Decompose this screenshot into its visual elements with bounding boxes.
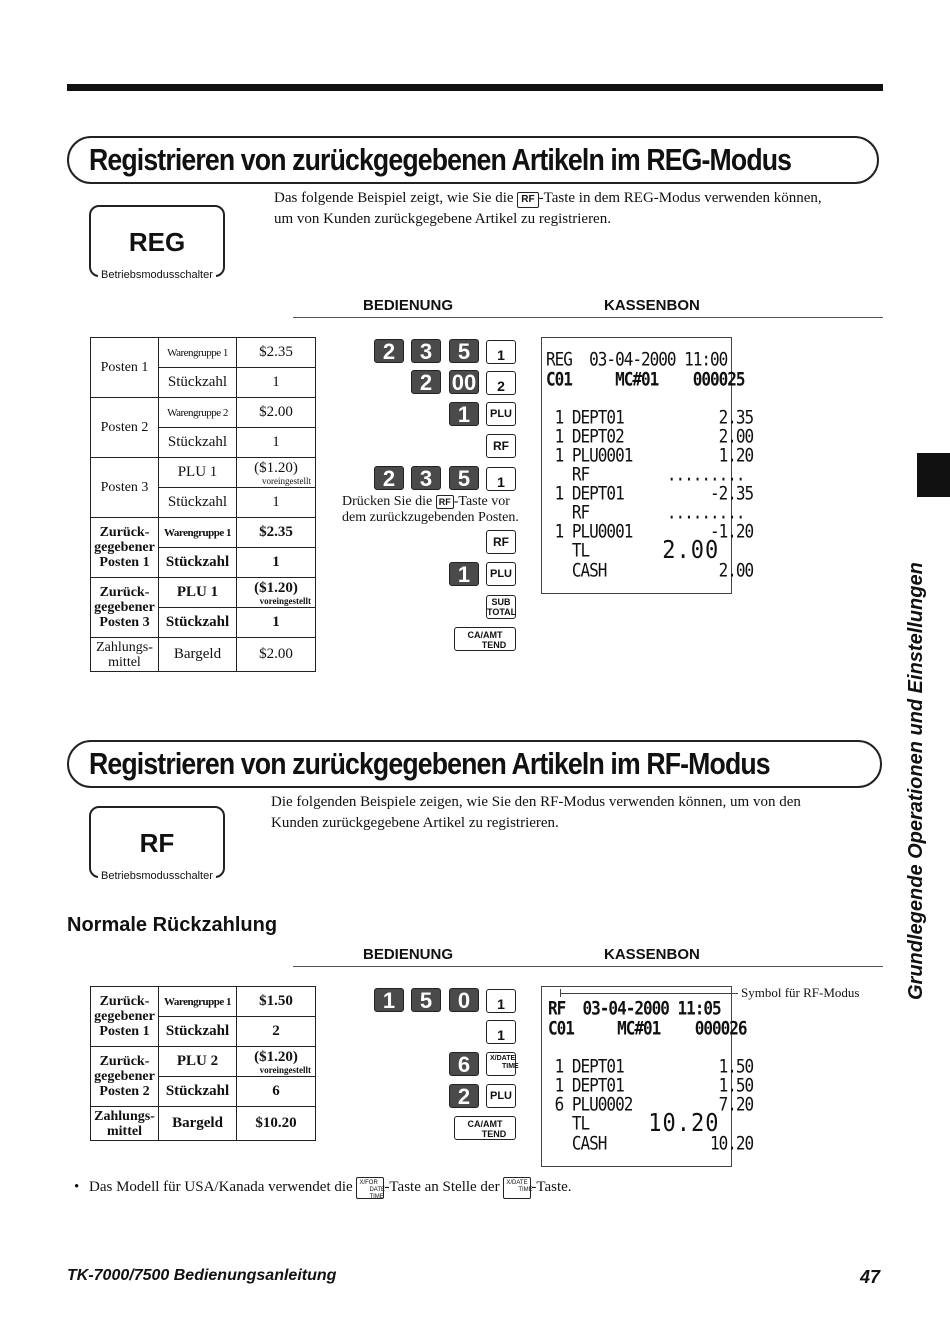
key-plu[interactable]: PLU <box>486 1084 516 1108</box>
label-line: Zurück- <box>99 585 150 600</box>
label-line: mittel <box>107 1123 142 1139</box>
mode-switch-rf <box>89 806 225 878</box>
posten-label: Posten 1 <box>91 338 159 398</box>
key-line: CA <box>467 1119 481 1129</box>
column-header-bedienung: BEDIENUNG <box>363 946 454 963</box>
receipt-total: 10.20 <box>634 1109 720 1138</box>
bullet-text: Das Modell für USA/Kanada verwendet die <box>89 1179 353 1195</box>
item-label: PLU 1 <box>159 458 237 488</box>
item-label: Stückzahl <box>159 608 237 638</box>
item-value: $2.35 <box>237 338 316 368</box>
key-ca-amt-tend[interactable]: CA/AMT TEND <box>454 627 516 651</box>
item-label: Stückzahl <box>159 1017 237 1047</box>
label-line: gegebener <box>94 1069 155 1084</box>
intro-reg <box>274 188 874 230</box>
callout-line <box>560 993 738 994</box>
receipt-line: 1 DEPT01 1.50 <box>546 1055 754 1077</box>
item-value-text: ($1.20) <box>254 580 298 596</box>
receipt-line: 1 DEPT01 -2.35 <box>546 482 754 504</box>
receipt-line: REG 03-04-2000 11:00 <box>546 348 728 370</box>
payment-label <box>91 638 159 672</box>
receipt-line: C01 MC#01 000026 <box>548 1017 747 1039</box>
note-text: Drücken Sie die <box>342 494 433 509</box>
intro-rf <box>271 792 871 834</box>
item-value: $2.00 <box>237 398 316 428</box>
mode-switch-reg <box>89 205 225 277</box>
bullet-note <box>74 1175 572 1199</box>
key-1[interactable]: 1 <box>449 402 479 426</box>
item-value <box>237 578 316 608</box>
receipt-total: 2.00 <box>648 536 720 565</box>
receipt-line: RF 03-04-2000 11:05 <box>548 997 721 1019</box>
item-label: Stückzahl <box>159 488 237 518</box>
key-line: TIME <box>502 1063 519 1070</box>
item-value: 1 <box>237 488 316 518</box>
item-value <box>237 1047 316 1077</box>
table-row <box>91 518 316 548</box>
chapter-side-label: Grundlegende Operationen und Einstellungen <box>905 562 927 1000</box>
chapter-tab <box>917 453 950 497</box>
receipt-line: RF ......... <box>546 463 745 485</box>
returned-posten-label <box>91 578 159 638</box>
key-2[interactable]: 2 <box>374 466 404 490</box>
mode-switch-caption: Betriebsmodusschalter <box>98 269 216 281</box>
item-value-text: ($1.20) <box>254 460 298 476</box>
label-line: Zurück- <box>99 1054 150 1069</box>
label-line: Zurück- <box>99 994 150 1009</box>
intro-text: Das folgende Beispiel zeigt, wie Sie die <box>274 190 514 206</box>
header-rule <box>293 317 883 318</box>
section-title-text: Registrieren von zurückgegebenen Artikeln im REG-Modus <box>89 142 792 177</box>
reg-items-table <box>90 337 316 672</box>
key-line: DATE <box>369 1186 385 1193</box>
key-line: CA <box>467 630 481 640</box>
item-label: Warengruppe 1 <box>159 518 237 548</box>
key-00[interactable]: 00 <box>449 370 479 394</box>
key-5[interactable]: 5 <box>449 466 479 490</box>
receipt-reg <box>541 337 754 594</box>
rf-key-note <box>342 494 532 526</box>
receipt-line: 6 PLU0002 7.20 <box>546 1093 754 1115</box>
rf-symbol-callout: Symbol für RF-Modus <box>741 985 860 1000</box>
receipt-line: 1 PLU0001 -1.20 <box>546 520 754 542</box>
receipt-line: 1 DEPT01 2.35 <box>546 406 754 428</box>
key-dept-1[interactable]: 1 <box>486 989 516 1013</box>
mode-label: RF <box>139 828 175 858</box>
key-dept-1[interactable]: 1 <box>486 467 516 491</box>
rf-key-inline: RF <box>517 192 538 208</box>
key-line: TIME <box>518 1186 533 1193</box>
rf-key-inline: RF <box>436 495 454 509</box>
section-title-reg <box>67 136 879 184</box>
item-value: 1 <box>237 548 316 578</box>
receipt-rf <box>541 986 754 1167</box>
item-value: 1 <box>237 368 316 398</box>
intro-text: Die folgenden Beispiele zeigen, wie Sie den RF-Modus verwenden können, um von den <box>271 794 801 810</box>
key-0[interactable]: 0 <box>449 988 479 1012</box>
key-5[interactable]: 5 <box>411 988 441 1012</box>
receipt-line: TL <box>546 1112 590 1134</box>
item-value: 2 <box>237 1017 316 1047</box>
key-1[interactable]: 1 <box>374 988 404 1012</box>
receipt-line: 1 DEPT01 1.50 <box>546 1074 754 1096</box>
table-row <box>91 398 316 428</box>
table-row <box>91 458 316 488</box>
rf-items-table <box>90 986 316 1141</box>
key-line: X/FOR <box>359 1179 378 1186</box>
header-rule <box>293 966 883 967</box>
item-label: Stückzahl <box>159 548 237 578</box>
bullet-icon: • <box>74 1179 80 1195</box>
posten-label: Posten 2 <box>91 398 159 458</box>
item-value: 1 <box>237 608 316 638</box>
footer-manual-title: TK-7000/7500 Bedienungsanleitung <box>67 1267 337 1284</box>
key-1[interactable]: 1 <box>449 562 479 586</box>
key-subtotal[interactable] <box>486 595 516 619</box>
item-label: Stückzahl <box>159 368 237 398</box>
table-row <box>91 578 316 608</box>
receipt-line: C01 MC#01 000025 <box>546 368 745 390</box>
column-header-bedienung: BEDIENUNG <box>363 297 454 314</box>
label-line: Posten 1 <box>99 1024 150 1039</box>
key-line: SUB <box>491 597 511 607</box>
callout-tick <box>560 989 561 997</box>
top-rule <box>67 84 883 91</box>
receipt-line: CASH 10.20 <box>546 1132 754 1154</box>
receipt-line: RF ......... <box>546 501 745 523</box>
label-line: gegebener <box>94 600 155 615</box>
note-text: -Taste vor <box>453 494 510 509</box>
table-row <box>91 987 316 1017</box>
key-6[interactable]: 6 <box>449 1052 479 1076</box>
item-value: 6 <box>237 1077 316 1107</box>
key-dept-1[interactable]: 1 <box>486 1020 516 1044</box>
key-dept-2[interactable]: 2 <box>486 371 516 395</box>
item-label: Bargeld <box>159 638 237 672</box>
item-value-text: ($1.20) <box>254 1049 298 1065</box>
item-value: $10.20 <box>237 1107 316 1141</box>
mode-switch-caption: Betriebsmodusschalter <box>98 870 216 882</box>
intro-text: Kunden zurückgegebene Artikel zu registrieren. <box>271 815 559 831</box>
key-rf[interactable]: RF <box>486 434 516 458</box>
intro-text: um von Kunden zurückgegebene Artikel zu registrieren. <box>274 211 611 227</box>
receipt-line: TL <box>546 539 590 561</box>
key-2[interactable]: 2 <box>411 370 441 394</box>
receipt-line: 1 PLU0001 1.20 <box>546 444 754 466</box>
item-value: $2.00 <box>237 638 316 672</box>
item-value <box>237 458 316 488</box>
key-line: TOTAL <box>487 607 517 617</box>
item-label: Bargeld <box>159 1107 237 1141</box>
item-value: 1 <box>237 428 316 458</box>
posten-label: Posten 3 <box>91 458 159 518</box>
section-title-text: Registrieren von zurückgegebenen Artikeln im RF-Modus <box>89 746 770 781</box>
key-dept-1[interactable]: 1 <box>486 340 516 364</box>
item-value: $1.50 <box>237 987 316 1017</box>
key-ca-amt-tend[interactable]: CA/AMT TEND <box>454 1116 516 1140</box>
key-line: X <box>490 1055 495 1062</box>
receipt-line: CASH 2.00 <box>546 559 754 581</box>
label-line: gegebener <box>94 1009 155 1024</box>
label-line: Zahlungs- <box>96 639 153 655</box>
item-value: $2.35 <box>237 518 316 548</box>
preset-note: voreingestellt <box>259 1065 311 1075</box>
section-title-rf <box>67 740 882 788</box>
label-line: gegebener <box>94 540 155 555</box>
item-label: Warengruppe 1 <box>159 987 237 1017</box>
key-line: TEND <box>481 640 507 650</box>
key-multiply-date-time-inline: X/DATE TIME <box>503 1177 531 1199</box>
preset-note: voreingestellt <box>259 596 311 606</box>
table-row <box>91 638 316 672</box>
key-3[interactable]: 3 <box>411 339 441 363</box>
label-line: Zurück- <box>99 525 150 540</box>
key-plu[interactable]: PLU <box>486 402 516 426</box>
key-2[interactable]: 2 <box>449 1084 479 1108</box>
table-row <box>91 1107 316 1141</box>
item-label: Warengruppe 1 <box>159 338 237 368</box>
intro-text: -Taste in dem REG-Modus verwenden können, <box>538 190 822 206</box>
key-line: AMT <box>483 1119 503 1129</box>
item-label: Warengruppe 2 <box>159 398 237 428</box>
key-multiply-date-time[interactable]: X/DATE TIME <box>486 1052 516 1076</box>
receipt-line: 1 DEPT02 2.00 <box>546 425 754 447</box>
subheading: Normale Rückzahlung <box>67 914 278 936</box>
returned-posten-label <box>91 518 159 578</box>
item-label: Stückzahl <box>159 1077 237 1107</box>
key-plu[interactable]: PLU <box>486 562 516 586</box>
label-line: Posten 2 <box>99 1084 150 1099</box>
key-rf[interactable]: RF <box>486 530 516 554</box>
label-line: Posten 1 <box>99 555 150 570</box>
key-multiply-for-date-time-inline <box>356 1177 384 1199</box>
label-line: Posten 3 <box>99 615 150 630</box>
key-line: TEND <box>481 1129 507 1139</box>
label-line: Zahlungs- <box>94 1108 155 1124</box>
preset-note: voreingestellt <box>262 476 311 486</box>
key-3[interactable]: 3 <box>411 466 441 490</box>
table-row <box>91 338 316 368</box>
key-line: TIME <box>369 1193 384 1200</box>
page-number: 47 <box>860 1267 881 1287</box>
key-line: DATE <box>496 1055 516 1062</box>
bullet-text: -Taste. <box>531 1179 572 1195</box>
item-label: PLU 1 <box>159 578 237 608</box>
bullet-text: -Taste an Stelle der <box>384 1179 500 1195</box>
key-line: AMT <box>483 630 503 640</box>
key-2[interactable]: 2 <box>374 339 404 363</box>
column-header-kassenbon: KASSENBON <box>604 297 700 314</box>
payment-label <box>91 1107 159 1141</box>
table-row <box>91 1047 316 1077</box>
item-label: PLU 2 <box>159 1047 237 1077</box>
returned-posten-label <box>91 987 159 1047</box>
returned-posten-label <box>91 1047 159 1107</box>
label-line: mittel <box>108 654 141 670</box>
key-line: DATE <box>512 1179 528 1186</box>
item-label: Stückzahl <box>159 428 237 458</box>
key-5[interactable]: 5 <box>449 339 479 363</box>
column-header-kassenbon: KASSENBON <box>604 946 700 963</box>
note-text: dem zurückzugebenden Posten. <box>342 510 519 525</box>
key-line: X <box>506 1179 511 1186</box>
mode-label: REG <box>128 227 186 257</box>
